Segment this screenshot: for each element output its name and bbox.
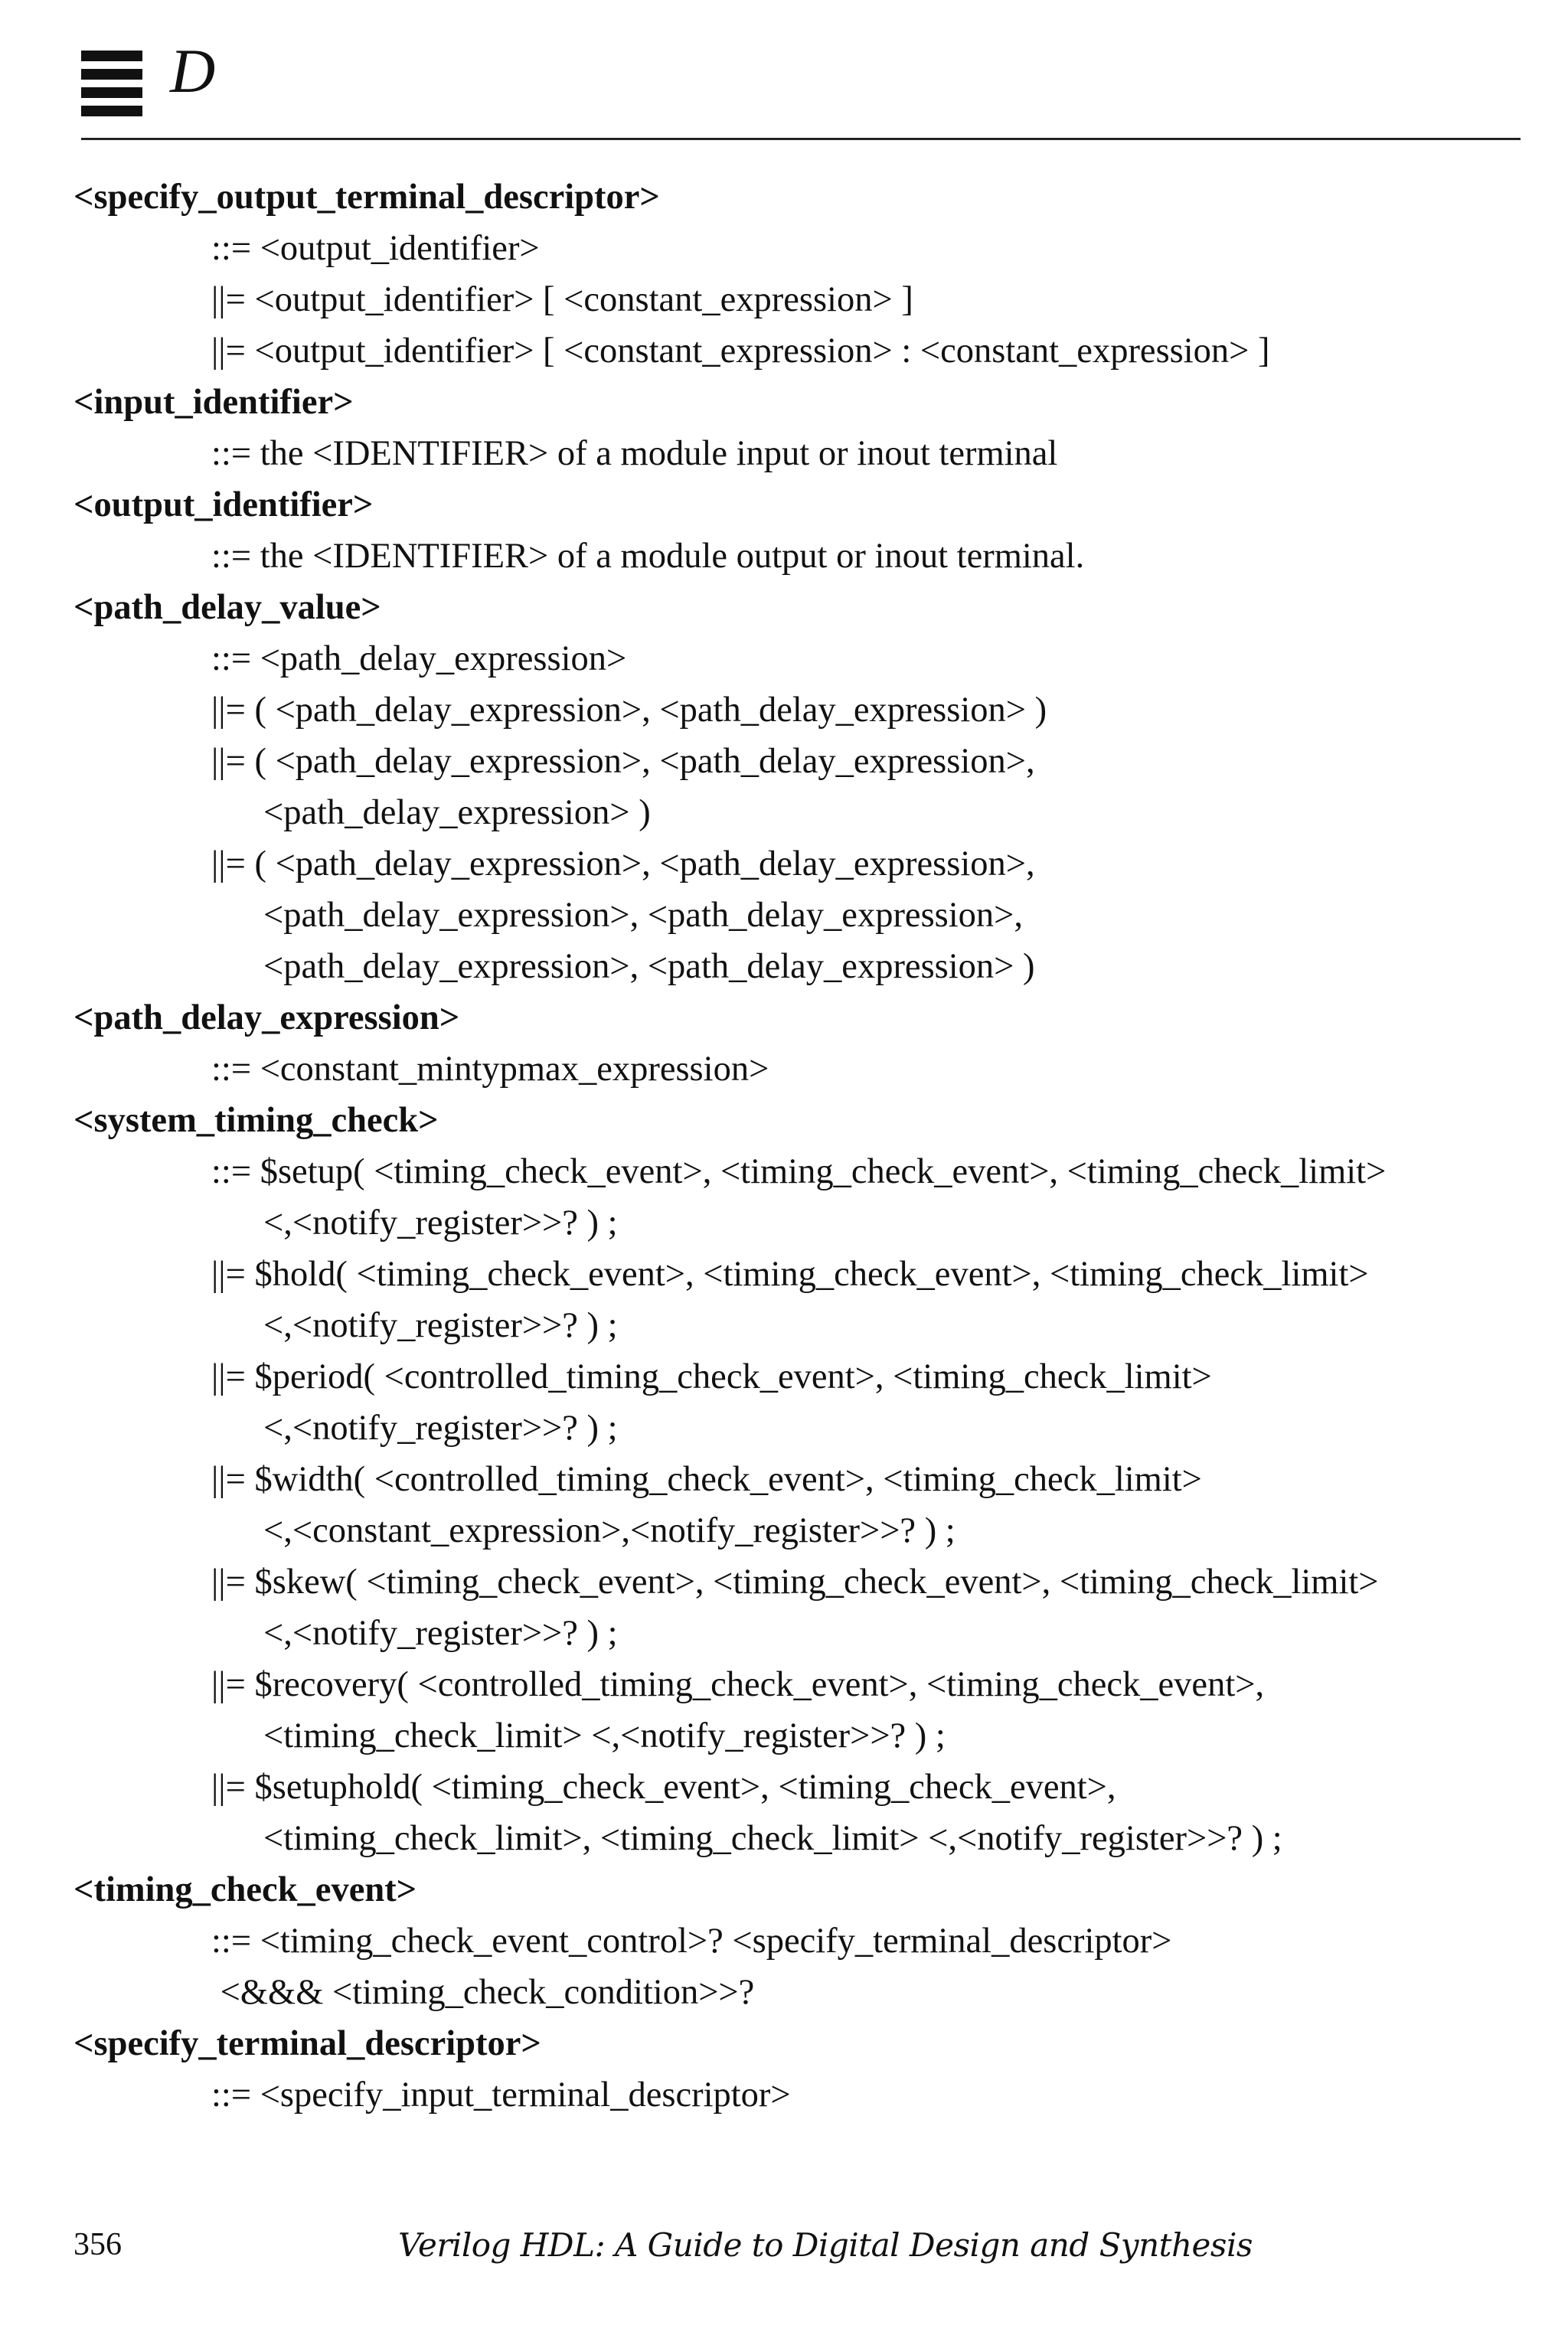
production-line: <,<notify_register>>? ) ;: [263, 1409, 618, 1448]
production-line: ::= <specify_input_terminal_descriptor>: [211, 2075, 791, 2115]
production-line: ||= $width( <controlled_timing_check_event>, <timing_check_limit>: [211, 1460, 1202, 1499]
production-line: ||= ( <path_delay_expression>, <path_delay_expression>,: [211, 742, 1035, 781]
production-line: ||= $period( <controlled_timing_check_event>, <timing_check_limit>: [211, 1357, 1212, 1396]
production-line: <path_delay_expression>, <path_delay_expression>,: [263, 896, 1024, 935]
nonterminal-heading: <specify_output_terminal_descriptor>: [74, 178, 660, 217]
section-letter: D: [170, 36, 216, 106]
production-line: ||= $skew( <timing_check_event>, <timing_check_event>, <timing_check_limit>: [211, 1563, 1379, 1602]
production-line: ||= $setuphold( <timing_check_event>, <timing_check_event>,: [211, 1768, 1116, 1807]
production-line: ||= <output_identifier> [ <constant_expression> : <constant_expression> ]: [211, 331, 1270, 371]
production-line: ::= <constant_mintypmax_expression>: [211, 1050, 769, 1089]
production-line: <,<notify_register>>? ) ;: [263, 1306, 618, 1345]
production-line: <path_delay_expression> ): [263, 793, 651, 832]
production-line: <&&& <timing_check_condition>>?: [211, 1973, 755, 2012]
grammar-listing: [74, 171, 1528, 2121]
production-line: ::= <path_delay_expression>: [211, 639, 627, 678]
section-marker-bars-icon: [81, 51, 142, 121]
production-line: ::= the <IDENTIFIER> of a module output or inout terminal.: [211, 537, 1085, 576]
nonterminal-heading: <specify_terminal_descriptor>: [74, 2024, 541, 2063]
production-line: <,<notify_register>>? ) ;: [263, 1203, 618, 1243]
nonterminal-heading: <input_identifier>: [74, 383, 354, 422]
page-header: [81, 36, 1521, 145]
page-number: 356: [74, 2227, 122, 2262]
production-line: <timing_check_limit>, <timing_check_limit> <,<notify_register>>? ) ;: [263, 1819, 1282, 1858]
production-line: <,<notify_register>>? ) ;: [263, 1614, 618, 1653]
nonterminal-heading: <output_identifier>: [74, 485, 374, 524]
production-line: ::= $setup( <timing_check_event>, <timing_check_event>, <timing_check_limit>: [211, 1152, 1387, 1191]
nonterminal-heading: <path_delay_value>: [74, 588, 381, 627]
production-line: <,<constant_expression>,<notify_register>>? ) ;: [263, 1511, 956, 1550]
production-line: <path_delay_expression>, <path_delay_expression> ): [263, 947, 1035, 986]
production-line: ||= <output_identifier> [ <constant_expression> ]: [211, 280, 913, 319]
production-line: ::= the <IDENTIFIER> of a module input or inout terminal: [211, 434, 1058, 473]
nonterminal-heading: <path_delay_expression>: [74, 998, 460, 1037]
production-line: ||= $hold( <timing_check_event>, <timing_check_event>, <timing_check_limit>: [211, 1255, 1369, 1294]
header-rule: [81, 138, 1521, 140]
production-line: ||= ( <path_delay_expression>, <path_delay_expression> ): [211, 691, 1047, 730]
nonterminal-heading: <timing_check_event>: [74, 1870, 417, 1909]
production-line: ::= <timing_check_event_control>? <specify_terminal_descriptor>: [211, 1922, 1172, 1961]
production-line: ||= ( <path_delay_expression>, <path_delay_expression>,: [211, 844, 1035, 883]
nonterminal-heading: <system_timing_check>: [74, 1101, 439, 1140]
production-line: ::= <output_identifier>: [211, 229, 540, 268]
production-line: <timing_check_limit> <,<notify_register>>? ) ;: [263, 1716, 946, 1755]
production-line: ||= $recovery( <controlled_timing_check_event>, <timing_check_event>,: [211, 1665, 1265, 1704]
book-title: Verilog HDL: A Guide to Digital Design and Synthesis: [398, 2226, 1253, 2264]
